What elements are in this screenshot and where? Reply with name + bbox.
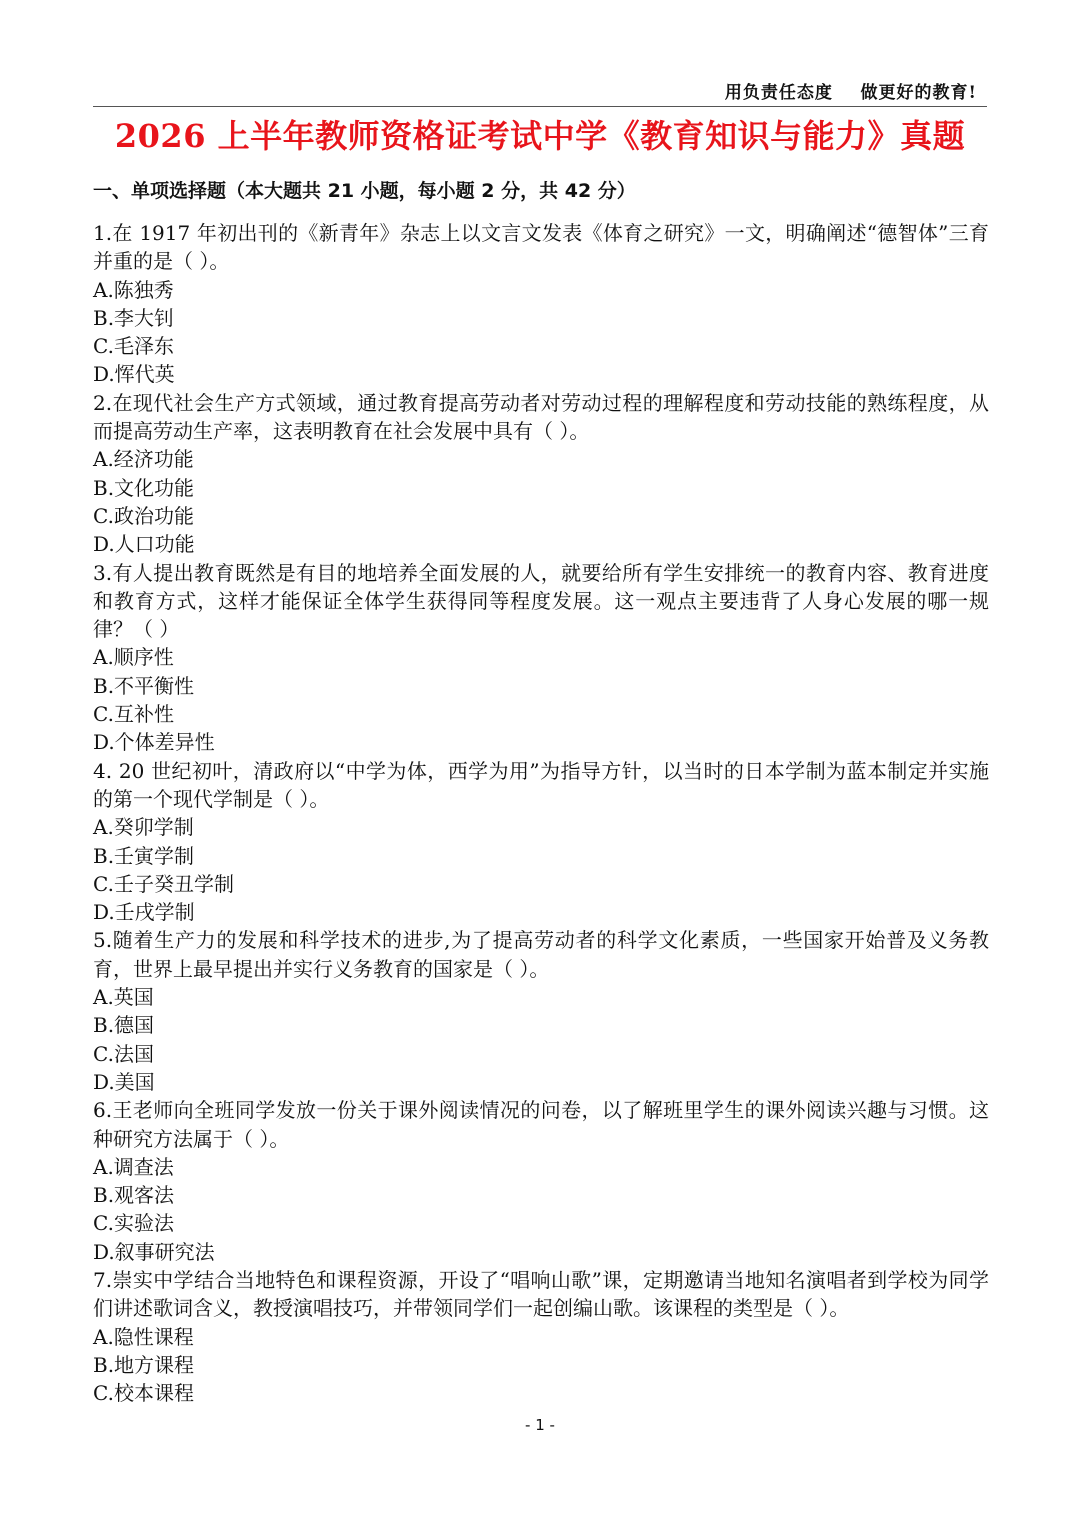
question-3 bbox=[93, 559, 989, 757]
question-stem: 5.随着生产力的发展和科学技术的进步,为了提高劳动者的科学文化素质，一些国家开始普及义务教育，世界上最早提出并实行义务教育的国家是（ ）。 bbox=[93, 928, 989, 981]
header-rule bbox=[93, 106, 987, 107]
question-stem: 2.在现代社会生产方式领域，通过教育提高劳动者对劳动过程的理解程度和劳动技能的熟练程度，从而提高劳动生产率，这表明教育在社会发展中具有（ ）。 bbox=[93, 390, 989, 444]
option-b: B.文化功能 bbox=[93, 475, 195, 500]
question-stem: 3.有人提出教育既然是有目的地培养全面发展的人，就要给所有学生安排统一的教育内容、教育进度和教育方式，这样才能保证全体学生获得同等程度发展。这一观点主要违背了人身心发展的哪一规律？（ ） bbox=[93, 560, 989, 642]
option-a: A.经济功能 bbox=[93, 447, 194, 472]
option-d: D.个体差异性 bbox=[93, 730, 215, 755]
header-slogan: 用负责任态度 做更好的教育! bbox=[724, 83, 977, 103]
option-a: A.英国 bbox=[93, 985, 154, 1010]
page-number: - 1 - bbox=[525, 1416, 555, 1434]
option-a: A.顺序性 bbox=[93, 645, 174, 670]
option-b: B.地方课程 bbox=[93, 1352, 195, 1377]
option-b: B.观客法 bbox=[93, 1183, 175, 1208]
option-d: D.美国 bbox=[93, 1069, 155, 1094]
option-b: B.壬寅学制 bbox=[93, 843, 195, 868]
option-c: C.毛泽东 bbox=[93, 334, 174, 359]
option-d: D.叙事研究法 bbox=[93, 1239, 215, 1264]
option-a: A.癸卯学制 bbox=[93, 815, 194, 840]
option-c: C.壬子癸丑学制 bbox=[93, 871, 234, 896]
option-b: B.德国 bbox=[93, 1013, 155, 1038]
question-4 bbox=[93, 757, 989, 927]
question-1 bbox=[93, 219, 989, 389]
question-2 bbox=[93, 389, 989, 559]
question-stem: 4. 20 世纪初叶，清政府以“中学为体，西学为用”为指导方针，以当时的日本学制为蓝本制定并实施的第一个现代学制是（ ）。 bbox=[93, 758, 989, 811]
option-c: C.法国 bbox=[93, 1041, 154, 1066]
option-d: D.恽代英 bbox=[93, 362, 175, 387]
option-a: A.陈独秀 bbox=[93, 277, 174, 302]
question-5 bbox=[93, 926, 989, 1096]
option-c: C.互补性 bbox=[93, 702, 174, 727]
option-d: D.人口功能 bbox=[93, 532, 195, 557]
option-a: A.调查法 bbox=[93, 1154, 174, 1179]
question-stem: 7.崇实中学结合当地特色和课程资源，开设了“唱响山歌”课，定期邀请当地知名演唱者到学校为同学们讲述歌词含义，教授演唱技巧，并带领同学们一起创编山歌。该课程的类型是（ ）。 bbox=[93, 1267, 989, 1321]
option-d: D.壬戌学制 bbox=[93, 900, 195, 925]
option-c: C.实验法 bbox=[93, 1211, 174, 1236]
option-b: B.不平衡性 bbox=[93, 673, 195, 698]
option-a: A.隐性课程 bbox=[93, 1324, 194, 1349]
document-title: 2026 上半年教师资格证考试中学《教育知识与能力》真题 bbox=[114, 117, 966, 155]
question-7 bbox=[93, 1266, 989, 1407]
question-6 bbox=[93, 1096, 989, 1266]
question-list bbox=[93, 219, 989, 1407]
option-c: C.校本课程 bbox=[93, 1381, 194, 1406]
question-stem: 1.在 1917 年初出刊的《新青年》杂志上以文言文发表《体育之研究》一文，明确阐述“德智体”三育并重的是（ ）。 bbox=[93, 221, 989, 274]
option-c: C.政治功能 bbox=[93, 503, 194, 528]
section-heading: 一、单项选择题（本大题共 21 小题，每小题 2 分，共 42 分） bbox=[93, 180, 636, 202]
question-stem: 6.王老师向全班同学发放一份关于课外阅读情况的问卷，以了解班里学生的课外阅读兴趣与习惯。这种研究方法属于（ ）。 bbox=[93, 1098, 989, 1151]
option-b: B.李大钊 bbox=[93, 305, 175, 330]
